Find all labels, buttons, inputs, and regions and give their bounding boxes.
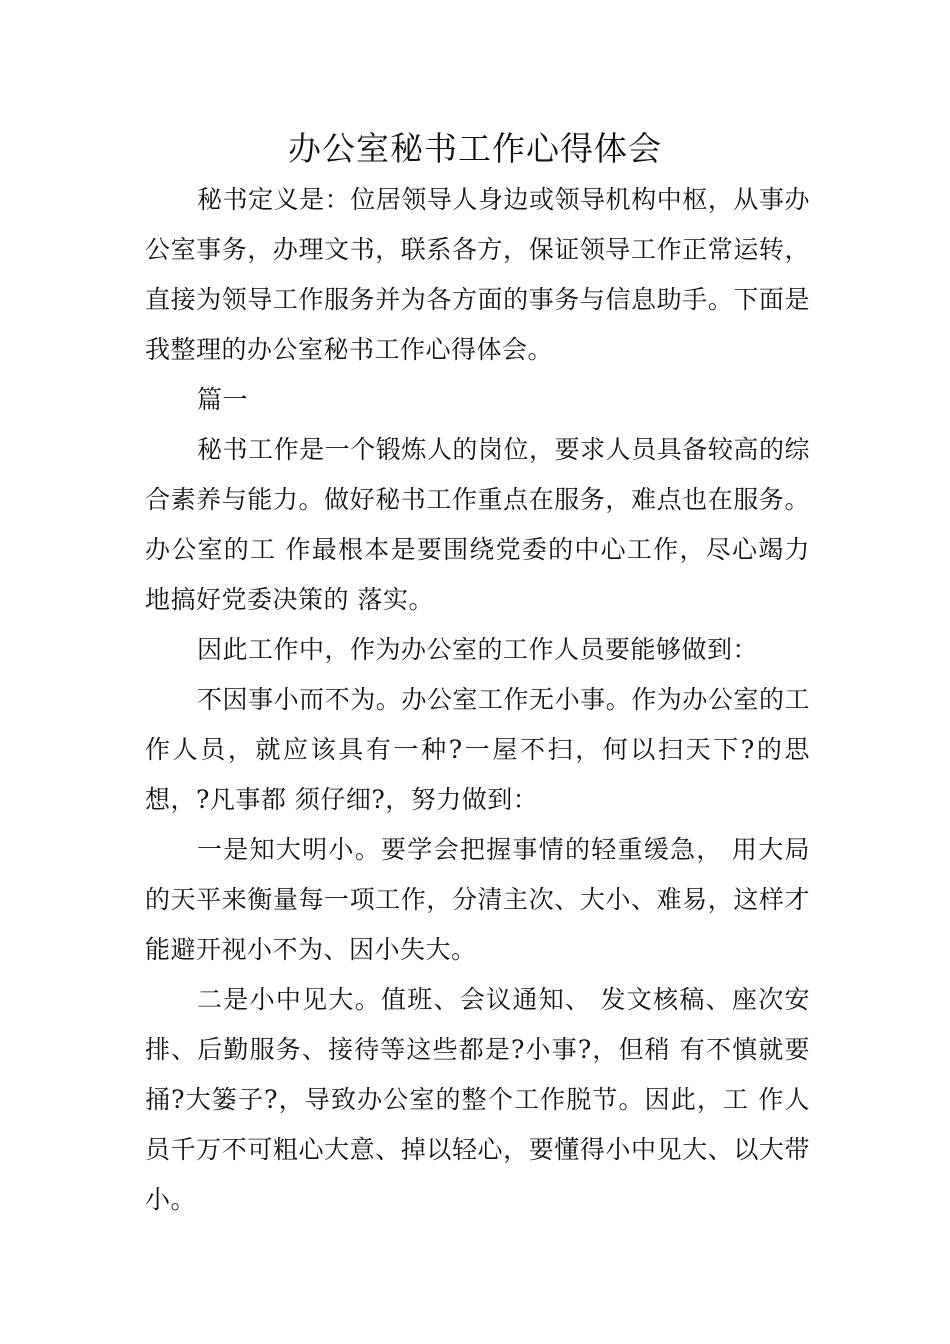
paragraph: 因此工作中，作为办公室的工作人员要能够做到： [197, 635, 759, 664]
paragraph-intro: 秘书定义是：位居领导人身边或领导机构中枢，从事办公室事务，办理文书，联系各方，保证领导工作正常运转，直接为领导工作服务并为各方面的事务与信息助手。下面是我整理的办公室秘书工作心得体会。 [145, 185, 810, 364]
paragraph: 不因事小而不为。办公室工作无小事。作为办公室的工作人员，就应该具有一种?一屋不扫，何以扫天下?的思想，?凡事都 须仔细?，努力做到： [145, 685, 810, 814]
document-title: 办公室秘书工作心得体会 [288, 129, 662, 168]
paragraph: 秘书工作是一个锻炼人的岗位，要求人员具备较高的综合素养与能力。做好秘书工作重点在服务，难点也在服务。办公室的工 作最根本是要围绕党委的中心工作，尽心竭力地搞好党委决策的 落实。 [145, 435, 810, 614]
paragraph: 一是知大明小。要学会把握事情的轻重缓急， 用大局的天平来衡量每一项工作，分清主次、大小、难易，这样才能避开视小不为、因小失大。 [145, 835, 810, 964]
section-heading: 篇一 [197, 385, 249, 414]
paragraph: 二是小中见大。值班、会议通知、 发文核稿、座次安排、后勤服务、接待等这些都是?小事?，但稍 有不慎就要捅?大篓子?，导致办公室的整个工作脱节。因此，工 作人员千万不可粗心大意、掉以轻心，要懂得小中见大、以大带 小。 [145, 985, 810, 1214]
document-body [145, 175, 810, 1225]
